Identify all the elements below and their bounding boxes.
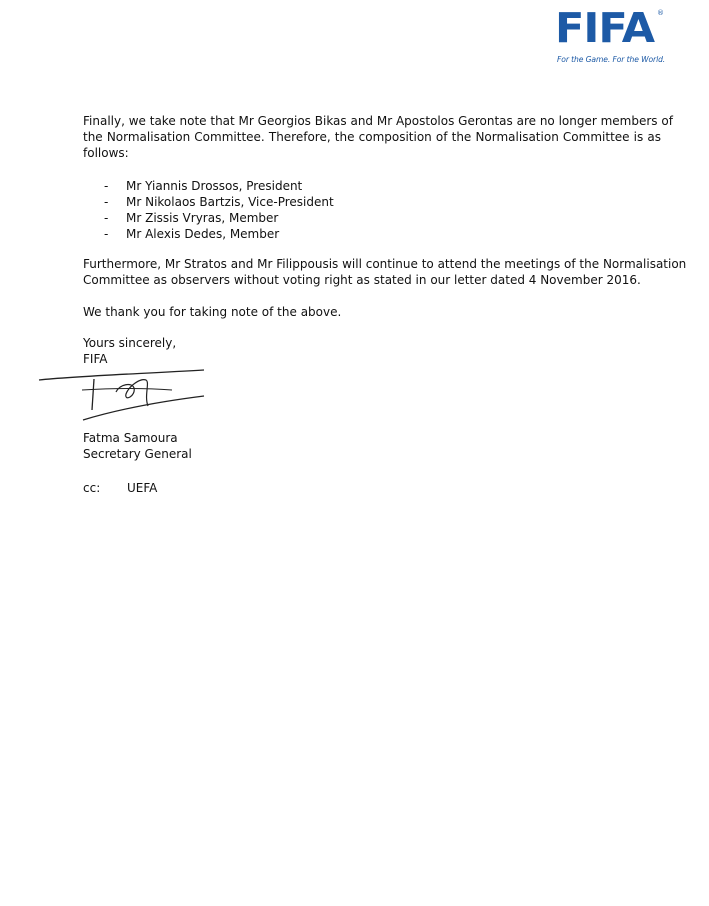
paragraph-composition xyxy=(83,113,673,161)
closing-salutation: Yours sincerely, xyxy=(83,336,177,350)
list-bullet: - xyxy=(104,179,109,193)
logo-tagline: For the Game. For the World. xyxy=(557,55,666,64)
cc-label: cc: xyxy=(83,481,101,495)
member-entry: Mr Alexis Dedes, Member xyxy=(126,227,280,241)
paragraph-line: follows: xyxy=(83,146,129,160)
list-item xyxy=(104,210,334,226)
signatory-name: Fatma Samoura xyxy=(83,431,178,445)
closing-organisation: FIFA xyxy=(83,352,108,366)
fifa-logo xyxy=(555,4,671,66)
member-entry: Mr Nikolaos Bartzis, Vice-President xyxy=(126,195,334,209)
member-entry: Mr Yiannis Drossos, President xyxy=(126,179,303,193)
member-list xyxy=(104,178,334,242)
list-bullet: - xyxy=(104,227,109,241)
handwritten-signature xyxy=(36,366,211,424)
list-bullet: - xyxy=(104,195,109,209)
paragraph-line: Furthermore, Mr Stratos and Mr Filippousis will continue to attend the meetings of the Normalisation xyxy=(83,257,687,271)
signatory-block xyxy=(83,430,192,462)
list-item xyxy=(104,226,334,242)
cc-recipient: UEFA xyxy=(127,481,158,495)
member-entry: Mr Zissis Vryras, Member xyxy=(126,211,279,225)
closing-block xyxy=(83,335,176,367)
paragraph-line: Committee as observers without voting right as stated in our letter dated 4 November 2016. xyxy=(83,273,641,287)
signatory-title: Secretary General xyxy=(83,447,192,461)
list-item xyxy=(104,178,334,194)
paragraph-line: Finally, we take note that Mr Georgios Bikas and Mr Apostolos Gerontas are no longer members of xyxy=(83,114,673,128)
paragraph-thanks: We thank you for taking note of the above. xyxy=(83,305,342,319)
list-item xyxy=(104,194,334,210)
registered-mark: ® xyxy=(657,9,664,17)
paragraph-observers xyxy=(83,256,687,288)
logo-wordmark: FIFA xyxy=(555,4,655,52)
cc-line xyxy=(83,480,157,496)
paragraph-line: the Normalisation Committee. Therefore, the composition of the Normalisation Committee is as xyxy=(83,130,661,144)
list-bullet: - xyxy=(104,211,109,225)
